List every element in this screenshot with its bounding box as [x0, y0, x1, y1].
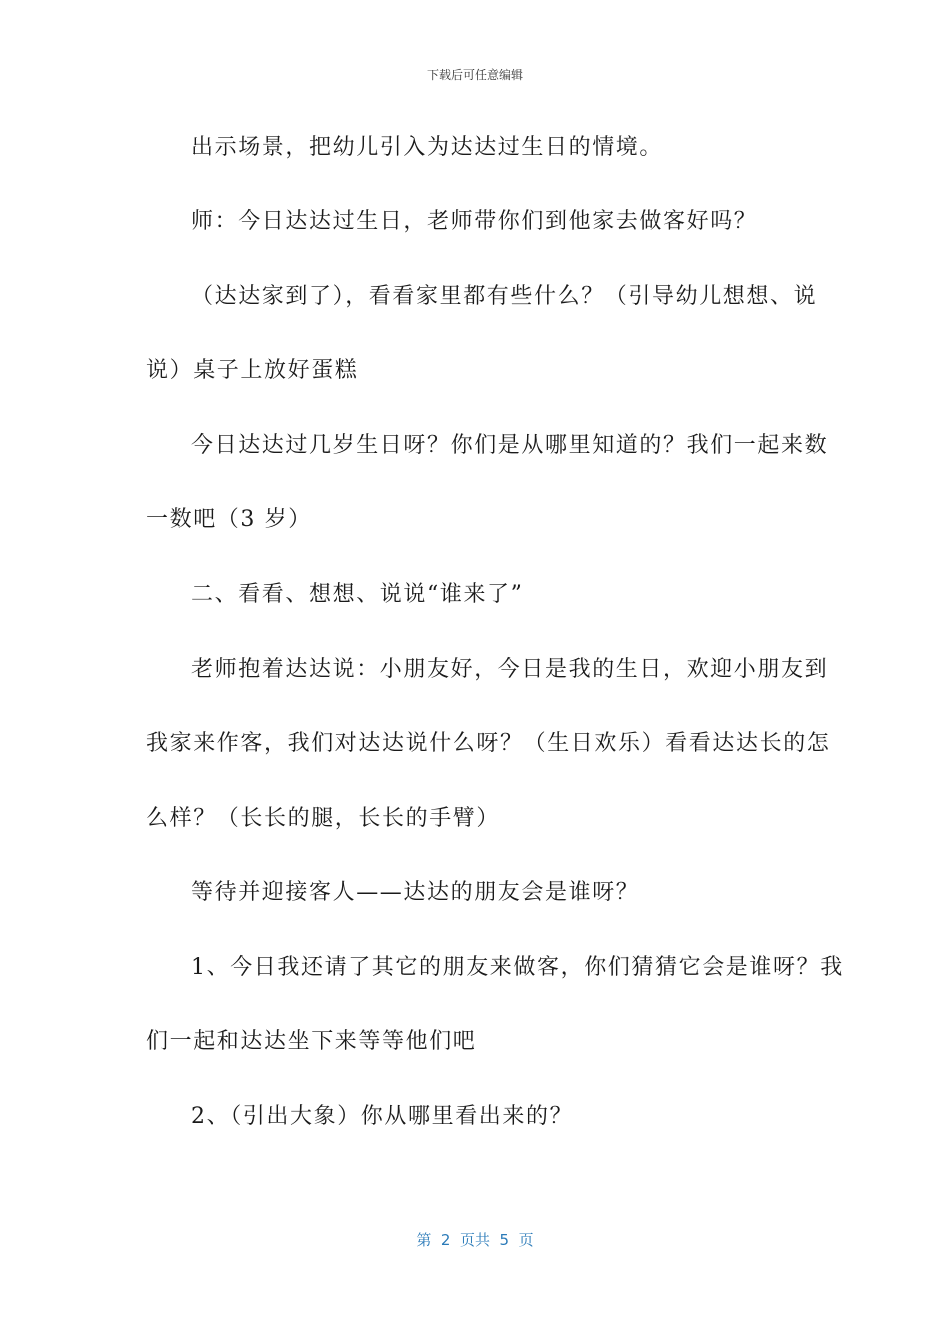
paragraph-line: 一数吧（3 岁）: [146, 507, 312, 532]
paragraph-line: 1、今日我还请了其它的朋友来做客，你们猜猜它会是谁呀？我: [191, 955, 844, 980]
paragraph-line: 等待并迎接客人——达达的朋友会是谁呀？: [191, 880, 640, 905]
paragraph-line: 师：今日达达过生日，老师带你们到他家去做客好吗？: [191, 209, 758, 234]
paragraph-line: 说）桌子上放好蛋糕: [146, 358, 359, 383]
paragraph-line: （达达家到了），看看家里都有些什么？（引导幼儿想想、说: [191, 284, 818, 309]
paragraph-line: 我家来作客，我们对达达说什么呀？（生日欢乐）看看达达长的怎: [146, 731, 831, 756]
paragraph-line: 2、（引出大象）你从哪里看出来的？: [191, 1104, 574, 1129]
paragraph-line: 出示场景，把幼儿引入为达达过生日的情境。: [191, 135, 664, 160]
paragraph-line: 今日达达过几岁生日呀？你们是从哪里知道的？我们一起来数: [191, 433, 829, 458]
header-note: 下载后可任意编辑: [426, 68, 523, 82]
paragraph-line: 们一起和达达坐下来等等他们吧: [146, 1029, 477, 1054]
paragraph-line: 么样？（长长的腿，长长的手臂）: [146, 806, 501, 831]
paragraph-line: 老师抱着达达说：小朋友好，今日是我的生日，欢迎小朋友到: [191, 657, 829, 682]
section-heading: 二、看看、想想、说说“谁来了”: [191, 582, 524, 607]
page-number-footer: 第 2 页共 5 页: [416, 1231, 534, 1249]
